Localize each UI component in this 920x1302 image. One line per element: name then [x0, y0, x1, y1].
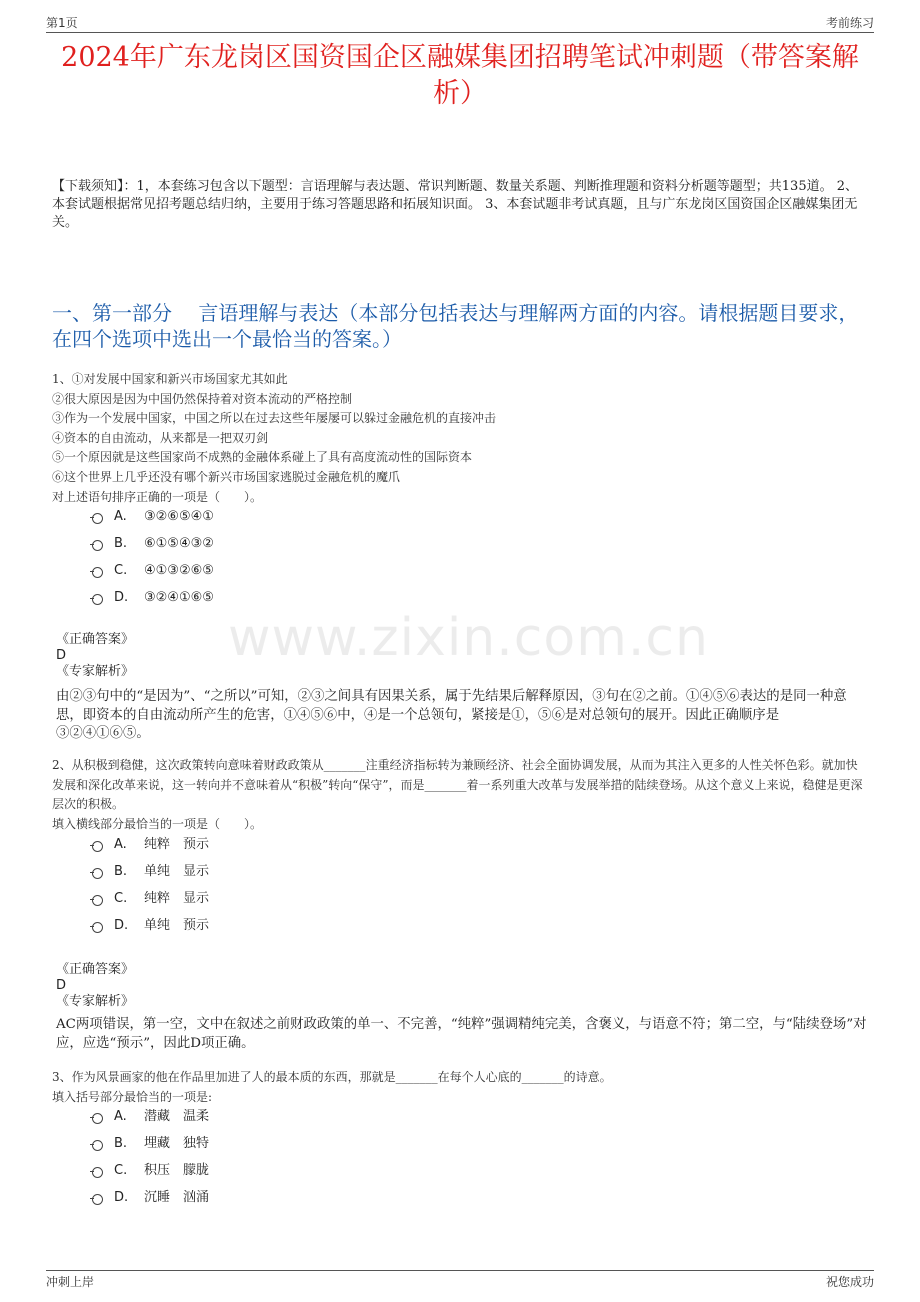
- footer-left-label: 冲刺上岸: [46, 1275, 95, 1289]
- radio-icon[interactable]: [92, 841, 103, 852]
- question-1-stem: [52, 370, 868, 507]
- radio-icon[interactable]: [92, 1140, 103, 1151]
- footer-right-label: 祝您成功: [825, 1275, 874, 1289]
- header-right-label: 考前练习: [825, 16, 874, 30]
- radio-icon[interactable]: [92, 594, 103, 605]
- document-title: 2024年广东龙岗区国资国企区融媒集团招聘笔试冲刺题（带答案解析）: [61, 42, 859, 109]
- download-notice: 【下载须知】：1，本套练习包含以下题型：言语理解与表达题、常识判断题、数量关系题、判断推理题和资料分析题等题型；共135道。 2、本套试题根据常见招考题总结归纳，主要用于练习答题思路和拓展知识面。 3、本套试题非考试真题，且与广东龙岗区国资国企区融媒集团无关。: [52, 179, 858, 230]
- radio-icon[interactable]: [92, 868, 103, 879]
- radio-icon[interactable]: [92, 922, 103, 933]
- question-line: ②很大原因是因为中国仍然保持着对资本流动的严格控制: [52, 391, 353, 406]
- radio-icon[interactable]: [92, 1113, 103, 1124]
- radio-icon[interactable]: [92, 895, 103, 906]
- analysis-title: 《专家解析》: [56, 994, 135, 1009]
- radio-icon[interactable]: [92, 540, 103, 551]
- page-footer: [46, 1270, 874, 1297]
- page-header: [46, 12, 874, 33]
- question-line: 3、作为风景画家的他在作品里加进了人的最本质的东西，那就是_______在每个人心底的_______的诗意。: [52, 1070, 612, 1084]
- question-line: 1、①对发展中国家和新兴市场国家尤其如此: [52, 372, 288, 386]
- question-line: ⑤一个原因就是这些国家尚不成熟的金融体系碰上了具有高度流动性的国际资本: [52, 450, 473, 465]
- analysis-title: 《专家解析》: [56, 664, 135, 679]
- answer-key: D: [56, 978, 67, 993]
- answer-title: 《正确答案》: [56, 962, 135, 977]
- question-2-answer: [56, 962, 868, 1010]
- question-3-stem: [52, 1068, 868, 1107]
- radio-icon[interactable]: [92, 567, 103, 578]
- question-1-analysis: 由②③句中的“是因为”、“之所以”可知，②③之间具有因果关系，属于先结果后解释原因，③句在②之前。①④⑤⑥表达的是同一种意思，即资本的自由流动所产生的危害，①④⑤⑥中，④是一个总领句，紧接是①，⑤⑥是对总领句的展开。因此正确顺序是③②④①⑥⑤。: [56, 689, 847, 742]
- watermark: www.zixin.com.cn: [228, 608, 709, 668]
- question-2-stem: [52, 756, 868, 834]
- question-line: 2、从积极到稳健，这次政策转向意味着财政政策从_______注重经济指标转为兼顾经济、社会全面协调发展，从而为其注入更多的人性关怀色彩。就加快发展和深化改革来说，这一转向并不意味着从“积极”转向“保守”，而是_______着一系列重大改革与发展举措的陆续登场。从这个意义上来说，稳健是更深层次的积极。: [52, 758, 863, 812]
- answer-key: D: [56, 648, 67, 663]
- question-line: ③作为一个发展中国家，中国之所以在过去这些年屡屡可以躲过金融危机的直接冲击: [52, 411, 497, 426]
- radio-icon[interactable]: [92, 513, 103, 524]
- question-line: 填入横线部分最恰当的一项是（ ）。: [52, 816, 263, 831]
- question-line: ⑥这个世界上几乎还没有哪个新兴市场国家逃脱过金融危机的魔爪: [52, 469, 401, 484]
- question-line: 对上述语句排序正确的一项是（ ）。: [52, 489, 263, 504]
- question-1-answer: [56, 632, 868, 680]
- radio-icon[interactable]: [92, 1194, 103, 1205]
- section-heading: 一、第一部分 言语理解与表达（本部分包括表达与理解两方面的内容。请根据题目要求，在四个选项中选出一个最恰当的答案。）: [52, 301, 859, 351]
- answer-title: 《正确答案》: [56, 632, 135, 647]
- question-2-analysis: AC两项错误，第一空，文中在叙述之前财政政策的单一、不完善，“纯粹”强调精纯完美，含褒义，与语意不符；第二空，与“陆续登场”对应，应选“预示”，因此D项正确。: [56, 1017, 867, 1051]
- question-line: 填入括号部分最恰当的一项是:: [52, 1089, 213, 1104]
- question-line: ④资本的自由流动，从来都是一把双刃剑: [52, 430, 269, 445]
- radio-icon[interactable]: [92, 1167, 103, 1178]
- page-number-label: 第1页: [46, 16, 78, 30]
